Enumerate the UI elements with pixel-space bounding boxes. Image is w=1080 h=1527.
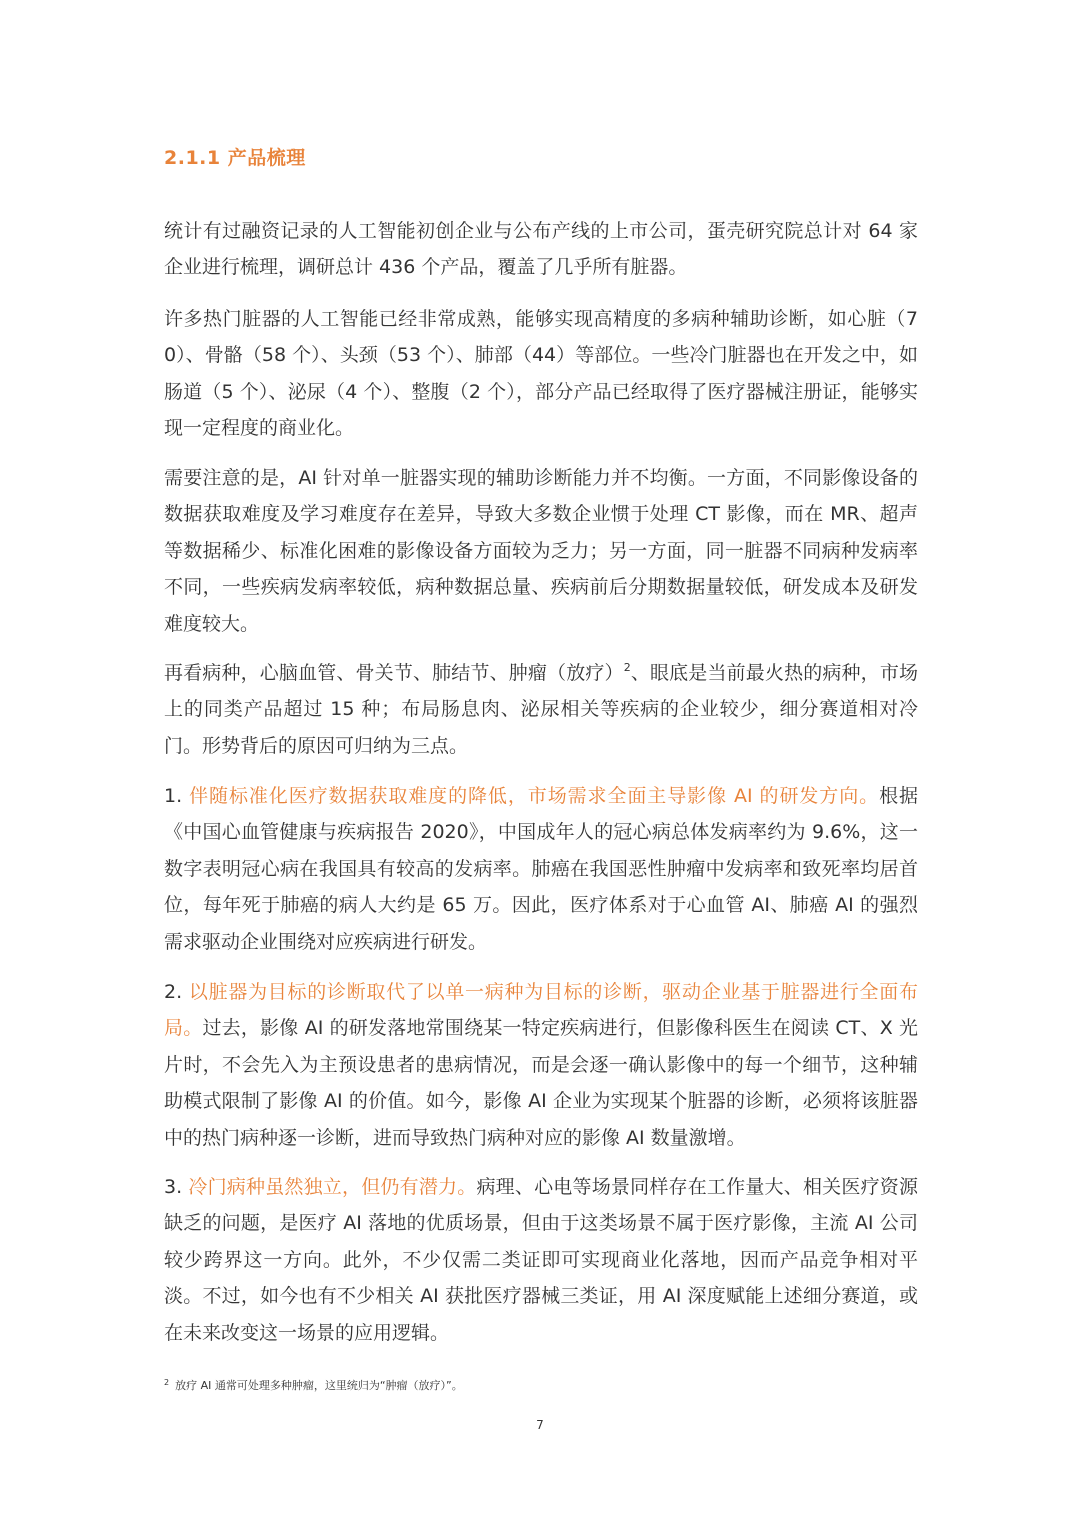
footnote-text: 放疗 AI 通常可处理多种肿瘤，这里统归为“肿瘤（放疗）”。 (175, 1379, 463, 1392)
paragraph-imbalance: 需要注意的是，AI 针对单一脏器实现的辅助诊断能力并不均衡。一方面，不同影像设备的数据获取难度及学习难度存在差异，导致大多数企业惯于处理 CT 影像，而在 MR、超声等数据稀少、标准化困难的影像设备方面较为乏力；另一方面，同一脏器不同病种发病率不同，一些疾病发病率较低，病种数据总量、疾病前后分期数据量较低，研发成本及研发难度较大。 (164, 467, 918, 635)
list-item-3-body: 病理、心电等场景同样存在工作量大、相关医疗资源缺乏的问题，是医疗 AI 落地的优质场景，但由于这类场景不属于医疗影像，主流 AI 公司较少跨界这一方向。此外，不少仅需二类证即可实现商业化落地，因而产品竞争相对平淡。不过，如今也有不少相关 AI 获批医疗器械三类证，用 AI 深度赋能上述细分赛道，或在未来改变这一场景的应用逻辑。 (164, 1176, 918, 1344)
paragraph-intro: 统计有过融资记录的人工智能初创企业与公布产线的上市公司，蛋壳研究院总计对 64 家企业进行梳理，调研总计 436 个产品，覆盖了几乎所有脏器。 (164, 220, 918, 279)
section-heading: 2.1.1 产品梳理 (164, 147, 306, 169)
footnote (164, 1377, 463, 1393)
paragraph-diseases-part2: 、眼底是当前最火热的病种，市场上的同类产品超过 15 种；布局肠息肉、泌尿相关等疾病的企业较少，细分赛道相对冷门。形势背后的原因可归纳为三点。 (164, 662, 918, 757)
list-item-1-number: 1. (164, 785, 190, 807)
paragraph-diseases-part1: 再看病种，心脑血管、骨关节、肺结节、肿瘤（放疗） (164, 662, 624, 684)
list-item-2 (164, 974, 918, 1156)
list-item-3 (164, 1169, 918, 1351)
list-item-3-highlight: 冷门病种虽然独立，但仍有潜力。 (188, 1176, 477, 1198)
list-item-1 (164, 778, 918, 960)
list-item-2-highlight: 以脏器为目标的诊断取代了以单一病种为目标的诊断，驱动企业基于脏器进行全面布局。 (164, 981, 918, 1040)
page-number: 7 (536, 1418, 544, 1432)
list-item-3-number: 3. (164, 1176, 189, 1198)
list-item-2-body: 过去，影像 AI 的研发落地常围绕某一特定疾病进行，但影像科医生在阅读 CT、X 光片时，不会先入为主预设患者的患病情况，而是会逐一确认影像中的每一个细节，这种辅助模式限制了影像 AI 的价值。如今，影像 AI 企业为实现某个脏器的诊断，必须将该脏器中的热门病种逐一诊断，进而导致热门病种对应的影像 AI 数量激增。 (164, 1017, 918, 1149)
list-item-2-number: 2. (164, 981, 189, 1003)
list-item-1-body: 根据《中国心血管健康与疾病报告 2020》，中国成年人的冠心病总体发病率约为 9.6%，这一数字表明冠心病在我国具有较高的发病率。肺癌在我国恶性肿瘤中发病率和致死率均居首位，每年死于肺癌的病人大约是 65 万。因此，医疗体系对于心血管 AI、肺癌 AI 的强烈需求驱动企业围绕对应疾病进行研发。 (164, 785, 918, 953)
paragraph-organs: 许多热门脏器的人工智能已经非常成熟，能够实现高精度的多病种辅助诊断，如心脏（70）、骨骼（58 个）、头颈（53 个）、肺部（44）等部位。一些冷门脏器也在开发之中，如肠道（5 个）、泌尿（4 个）、整腹（2 个），部分产品已经取得了医疗器械注册证，能够实现一定程度的商业化。 (164, 308, 918, 440)
footnote-reference: 2 (623, 661, 631, 674)
footnote-marker: 2 (164, 1378, 170, 1387)
list-item-1-highlight: 伴随标准化医疗数据获取难度的降低，市场需求全面主导影像 AI 的研发方向。 (189, 785, 880, 807)
paragraph-diseases (164, 655, 918, 764)
